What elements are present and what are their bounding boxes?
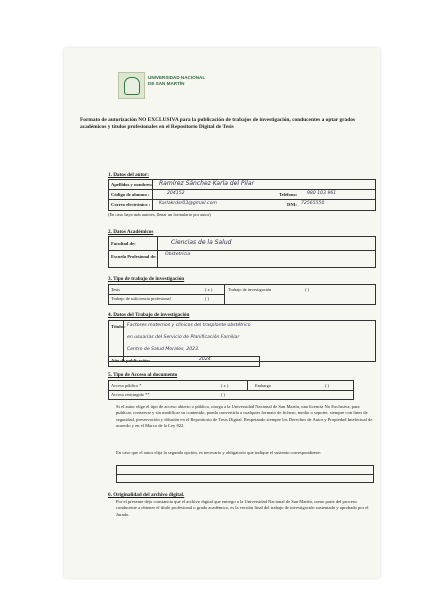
license-paragraph: Si el autor elige el tipo de acceso abierto o público, otorga a la Universidad Nacional de San Martín, una licencia No Exclusiva, para publicar, conservar y sin modificar su contenido, pueda convertirla a cualquier formato de fichero, medio o soporte, siempre con fines de seguridad, preservación y difusión en el Repositorio de Tesis Digital. Respetando siempre los Derechos de Autor y Propiedad Intelectual de acuerdo y en el Marco de la Ley 822. (116, 404, 373, 429)
justification-field[interactable] (116, 465, 374, 483)
public-access-label: Acceso público * (111, 383, 142, 388)
section5-title: 5. Tipo de Acceso al documento (108, 372, 178, 378)
embargo-label: Embargo (255, 383, 272, 388)
dni-value: 72565550 (301, 201, 325, 206)
title-line1: Factores maternos y clínicos del trasplante obstétrico (127, 323, 251, 328)
section6-title: 6. Originalidad del archivo digital. (108, 492, 185, 498)
title-line3: Centro de Salud Morales, 2023. (127, 347, 200, 352)
surname-value: Ramírez Sánchez Karla del Pilar (159, 180, 254, 187)
embargo-mark[interactable]: ( ) (325, 383, 330, 388)
phone-value: 980 103 961 (307, 191, 337, 196)
restricted-access-label: Acceso restringido ** (111, 392, 150, 397)
year-label: Año de publicación: (111, 358, 151, 363)
multiple-authors-note: (En caso haya más autores, llenar un formulario por autor) (108, 212, 211, 217)
section4-title: 4. Datos del Trabajo de investigación (108, 312, 190, 318)
school-value: Obstetricia (165, 252, 191, 257)
restricted-access-mark[interactable]: ( ) (221, 392, 226, 397)
thesis-mark[interactable]: ( x ) (205, 287, 213, 292)
scanned-page (64, 48, 380, 578)
title-line2: en usuarias del Servicio de Planificación Familiar (127, 335, 240, 340)
email-value: Karlakrdsr03@gmail.com (159, 201, 217, 206)
public-access-mark[interactable]: ( x ) (221, 383, 229, 388)
section3-title: 3. Tipo de trabajo de investigación (108, 276, 185, 282)
student-code-value: 204152 (167, 191, 185, 196)
thesis-label: Tesis (111, 287, 120, 292)
student-code-label: Código de alumno : (111, 192, 150, 197)
surname-label: Apellidos y nombres: (111, 182, 153, 187)
research-work-label: Trabajo de investigación (228, 287, 272, 292)
year-box (108, 356, 260, 367)
school-label: Escuela Profesional de: (111, 254, 157, 259)
section2-title: 2. Datos Académicos (108, 229, 154, 235)
form-heading: Formato de autorización NO EXCLUSIVA para la publicación de trabajos de investigación, conducentes a optar grados académicos y títulos profesionales en el Repositorio Digital de Tesis (80, 117, 356, 131)
originality-paragraph: Por el presente dejo constancia que el archivo digital que entrego a la Universidad Nacional de San Martín, como parte del proceso conducente a obtener el título profesional o grado académico, es la versión final del trabajo de investigación sustentado y aprobado por el Jurado. (116, 499, 369, 517)
faculty-value: Ciencias de la Salud (171, 239, 232, 246)
university-name-line2: DE SAN MARTÍN (148, 80, 185, 86)
phone-label: Teléfono: (279, 192, 298, 197)
author-box (108, 179, 376, 211)
university-name-line1: UNIVERSIDAD NACIONAL (148, 75, 206, 80)
sufficiency-mark[interactable]: ( ) (205, 296, 210, 301)
faculty-label: Facultad de: (111, 241, 136, 246)
academic-box (108, 236, 376, 268)
email-label: Correo electrónico : (111, 202, 151, 207)
sufficiency-label: Trabajo de suficiencia profesional (111, 296, 171, 301)
access-type-box (108, 380, 354, 400)
work-type-box (108, 284, 376, 305)
title-label: Título : (111, 324, 126, 329)
year-value: 2024 (199, 357, 211, 362)
university-name (148, 75, 205, 86)
university-seal-icon (118, 72, 145, 99)
restricted-justification-prompt: En caso que el autor elija la segunda opción, es necesario y obligatorio que indique el sustento correspondiente: (116, 450, 322, 455)
dni-label: DNI: (287, 202, 297, 207)
section1-title: 1. Datos del autor: (108, 172, 149, 178)
research-work-mark[interactable]: ( ) (305, 287, 310, 292)
